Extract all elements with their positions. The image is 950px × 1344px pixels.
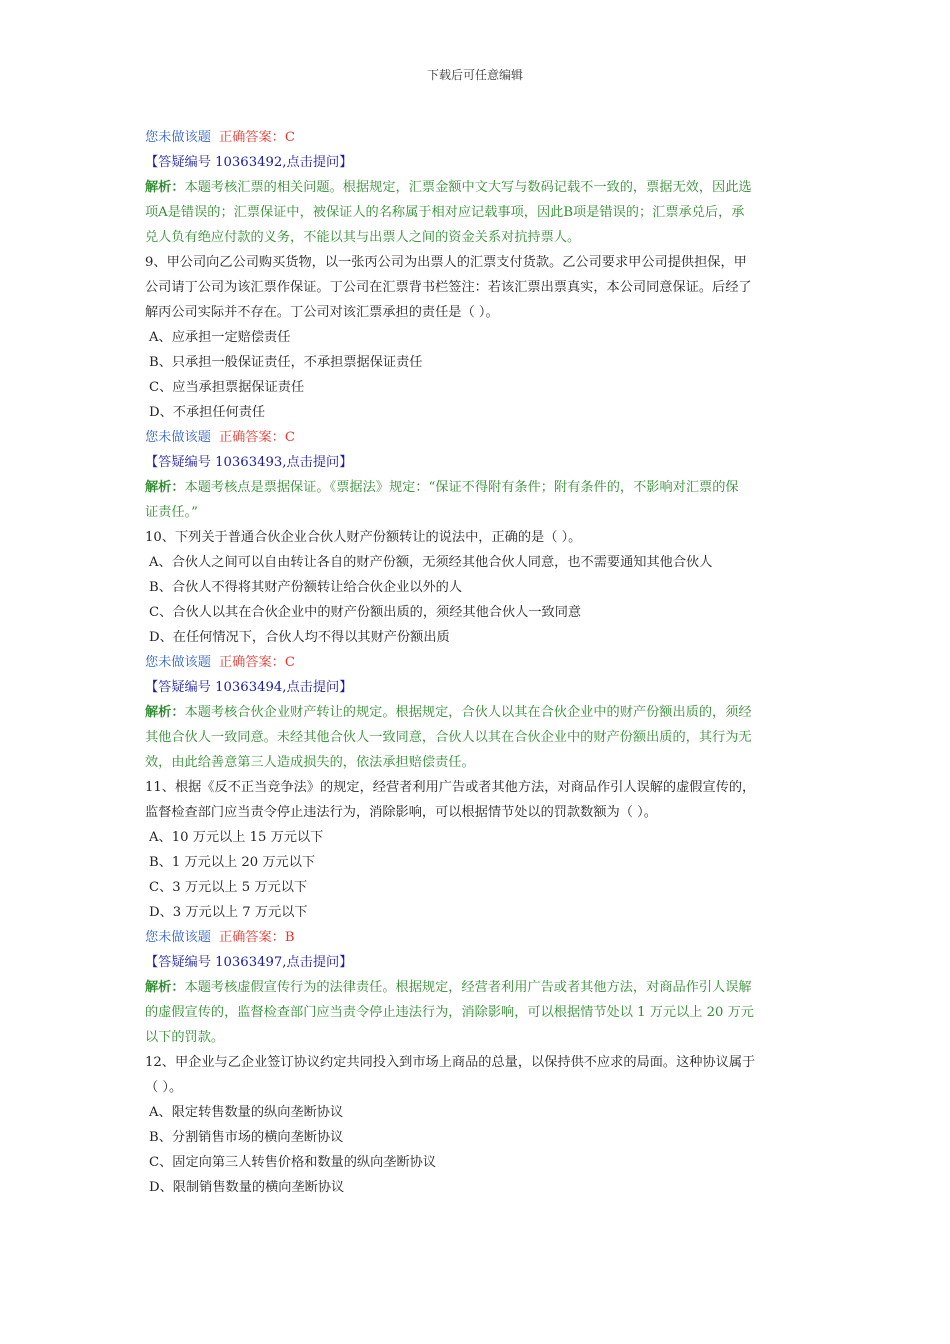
question-text: 监督检查部门应当责令停止违法行为，消除影响，可以根据情节处以的罚款数额为（ ）。: [145, 805, 657, 820]
question-text: 解丙公司实际并不存在。丁公司对该汇票承担的责任是（ ）。: [145, 305, 499, 320]
answer-option[interactable]: A、应承担一定赔偿责任: [149, 330, 291, 345]
correct-answer-label: 正确答案：C: [218, 130, 295, 145]
answer-option[interactable]: C、固定向第三人转售价格和数量的纵向垄断协议: [149, 1155, 437, 1170]
question-ref-link[interactable]: 【答疑编号 10363493,点击提问】: [145, 455, 353, 470]
question-text: 12、甲企业与乙企业签订协议约定共同投入到市场上商品的总量，以保持供不应求的局面。这种协议属于: [145, 1055, 756, 1070]
not-attempted-label: 您未做该题: [145, 130, 211, 145]
question-text: 公司请丁公司为该汇票作保证。丁公司在汇票背书栏签注：若该汇票出票真实，本公司同意保证。后经了: [145, 280, 752, 295]
explanation-line: [145, 175, 810, 200]
correct-answer-label: 正确答案：C: [218, 430, 295, 445]
answer-option[interactable]: C、合伙人以其在合伙企业中的财产份额出质的，须经其他合伙人一致同意: [149, 605, 582, 620]
answer-status-line: [145, 125, 810, 150]
explanation-label: 解析：: [145, 480, 185, 495]
not-attempted-label: 您未做该题: [145, 655, 211, 670]
explanation-line: 的虚假宣传的，监督检查部门应当责令停止违法行为，消除影响，可以根据情节处以 1 万元以上 20 万元: [145, 1005, 754, 1020]
answer-option[interactable]: C、3 万元以上 5 万元以下: [149, 880, 308, 895]
answer-option[interactable]: A、限定转售数量的纵向垄断协议: [149, 1105, 344, 1120]
correct-answer-label: 正确答案：C: [218, 655, 295, 670]
question-ref-link[interactable]: 【答疑编号 10363492,点击提问】: [145, 155, 353, 170]
explanation-text: 本题考核汇票的相关问题。根据规定，汇票金额中文大写与数码记载不一致的，票据无效，因此选: [184, 180, 752, 195]
answer-option[interactable]: D、不承担任何责任: [149, 405, 266, 420]
document-body: [145, 125, 810, 1200]
question-text: 9、甲公司向乙公司购买货物，以一张丙公司为出票人的汇票支付货款。乙公司要求甲公司提供担保，甲: [145, 255, 747, 270]
answer-status-line: [145, 425, 810, 450]
explanation-line: 其他合伙人一致同意。未经其他合伙人一致同意，合伙人以其在合伙企业中的财产份额出质的，其行为无: [145, 730, 752, 745]
explanation-text: 本题考核点是票据保证。《票据法》规定：“保证不得附有条件；附有条件的，不影响对汇票的保: [184, 480, 739, 495]
answer-option[interactable]: B、合伙人不得将其财产份额转让给合伙企业以外的人: [149, 580, 463, 595]
answer-option[interactable]: B、只承担一般保证责任，不承担票据保证责任: [149, 355, 423, 370]
explanation-text: 本题考核虚假宣传行为的法律责任。根据规定，经营者利用广告或者其他方法，对商品作引人误解: [184, 980, 752, 995]
explanation-line: [145, 700, 810, 725]
explanation-line: 兑人负有绝应付款的义务，不能以其与出票人之间的资金关系对抗持票人。: [145, 230, 581, 245]
not-attempted-label: 您未做该题: [145, 430, 211, 445]
explanation-label: 解析：: [145, 180, 185, 195]
correct-answer-label: 正确答案：B: [218, 930, 295, 945]
explanation-line: 项A是错误的；汇票保证中，被保证人的名称属于相对应记载事项，因此B项是错误的；汇票承兑后，承: [145, 205, 745, 220]
answer-option[interactable]: B、1 万元以上 20 万元以下: [149, 855, 316, 870]
answer-option[interactable]: D、限制销售数量的横向垄断协议: [149, 1180, 345, 1195]
answer-option[interactable]: A、10 万元以上 15 万元以下: [149, 830, 324, 845]
question-text: 10、下列关于普通合伙企业合伙人财产份额转让的说法中，正确的是（ ）。: [145, 530, 582, 545]
explanation-line: 效，由此给善意第三人造成损失的，依法承担赔偿责任。: [145, 755, 475, 770]
question-ref-link[interactable]: 【答疑编号 10363494,点击提问】: [145, 680, 353, 695]
answer-status-line: [145, 650, 810, 675]
question-text: 11、根据《反不正当竞争法》的规定，经营者利用广告或者其他方法，对商品作引人误解的虚假宣传的，: [145, 780, 756, 795]
answer-status-line: [145, 925, 810, 950]
explanation-line: [145, 475, 810, 500]
explanation-label: 解析：: [145, 980, 185, 995]
answer-option[interactable]: D、3 万元以上 7 万元以下: [149, 905, 308, 920]
question-ref-link[interactable]: 【答疑编号 10363497,点击提问】: [145, 955, 353, 970]
question-text: （ ）。: [145, 1080, 183, 1095]
answer-option[interactable]: C、应当承担票据保证责任: [149, 380, 305, 395]
answer-option[interactable]: B、分割销售市场的横向垄断协议: [149, 1130, 344, 1145]
explanation-line: [145, 975, 810, 1000]
answer-option[interactable]: A、合伙人之间可以自由转让各自的财产份额，无须经其他合伙人同意，也不需要通知其他合伙人: [149, 555, 713, 570]
explanation-line: 证责任。”: [145, 505, 198, 520]
explanation-label: 解析：: [145, 705, 185, 720]
answer-option[interactable]: D、在任何情况下，合伙人均不得以其财产份额出质: [149, 630, 450, 645]
page-header: 下载后可任意编辑: [426, 68, 523, 82]
not-attempted-label: 您未做该题: [145, 930, 211, 945]
explanation-text: 本题考核合伙企业财产转让的规定。根据规定，合伙人以其在合伙企业中的财产份额出质的，须经: [184, 705, 752, 720]
explanation-line: 以下的罚款。: [145, 1030, 225, 1045]
